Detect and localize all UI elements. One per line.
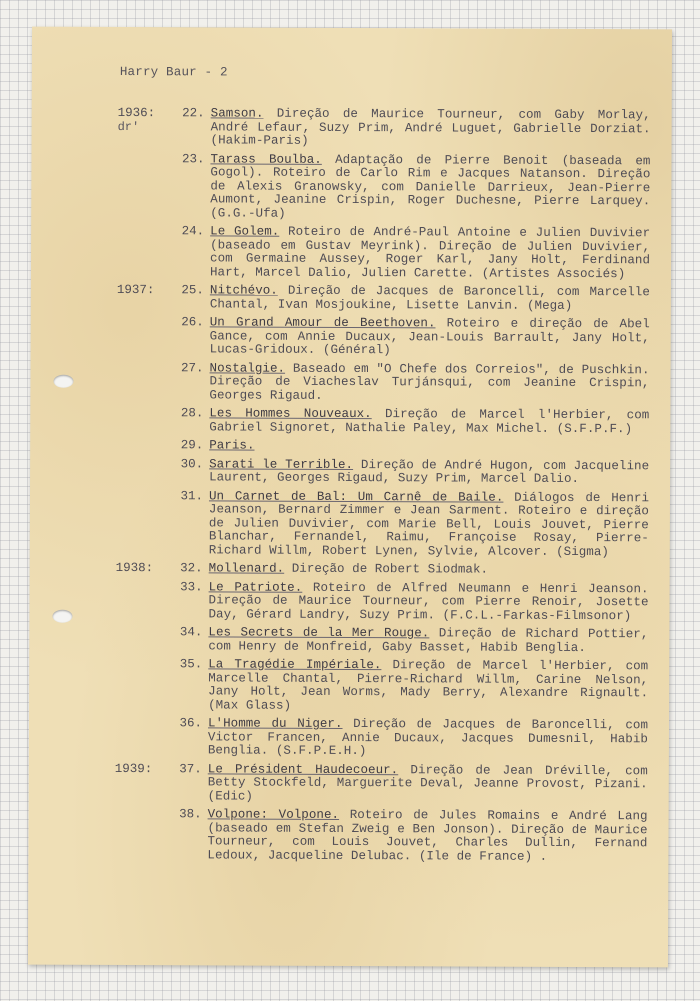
entry-32 (30, 562, 670, 578)
entry-text (209, 439, 649, 454)
entry-text (207, 808, 647, 864)
entry-number: 24. (181, 224, 205, 239)
entry-text (209, 490, 649, 559)
film-details: Roteiro e direção de Abel Gance, com Annie Ducaux, Jean-Louis Barrault, Jany Holt, Lucas-Gridoux. (Général) (209, 316, 650, 358)
page-header: Harry Baur - 2 (119, 64, 228, 80)
entry-text (211, 107, 651, 149)
entry-text (209, 407, 649, 436)
entry-text (209, 562, 649, 577)
entry-number: 38. (179, 807, 202, 822)
entry-35 (29, 658, 669, 715)
entry-number: 25. (181, 283, 204, 298)
entry-text (210, 153, 650, 222)
entry-number: 26. (181, 315, 204, 330)
entry-30 (30, 457, 670, 487)
entry-37 (29, 762, 669, 805)
entry-text (209, 362, 649, 404)
entry-year: 1937: (116, 282, 155, 298)
entry-text (208, 626, 648, 655)
entry-31 (30, 489, 670, 559)
entry-25 (31, 284, 671, 314)
entry-number: 35. (179, 657, 203, 672)
film-details: Adaptação de Pierre Benoit (baseada em Gogol). Roteiro de Carlo Rim e Jacques Natanson. Direção de Alexis Granowsky, com Danielle Darrieux, Jean-Pierre Aumont, Jeanine Crispin, Roger Duchesne, Pierre Larquey. (G.G.-Ufa) (210, 152, 651, 221)
film-details: Direção de Jacques de Baroncelli, com Marcelle Chantal, Ivan Mosjoukine, Lisette Lanvin. (Mega) (209, 283, 650, 313)
film-title: Paris. (209, 438, 255, 453)
film-details: Direção de Jacques de Baroncelli, com Victor Francen, Annie Ducaux, Jacques Dumesnil, Habib Benglia. (S.F.P.E.H.) (207, 716, 649, 759)
film-title: Un Carnet de Bal: Um Carnê de Baile. (208, 488, 504, 505)
entry-38 (28, 808, 668, 865)
entry-text (208, 717, 648, 759)
entry-number: 27. (181, 360, 204, 375)
film-title: La Tragédie Impériale. (208, 657, 382, 673)
entry-number: 31. (180, 488, 204, 503)
film-details: Baseado em "O Chefe dos Correios", de Puschkin. Direção de Viacheslav Turjánsqui, com Jeanine Crispin, Georges Rigaud. (209, 361, 650, 403)
film-details: Direção de Marcel l'Herbier, com Gabriel Signoret, Nathalie Paley, Max Michel. (S.F.P.F.) (209, 407, 650, 436)
entry-33 (29, 580, 669, 623)
entry-number: 28. (180, 406, 204, 421)
entry-text (208, 658, 648, 714)
entry-24 (31, 225, 671, 282)
entry-number: 30. (180, 456, 204, 471)
margin-note: dr' (117, 119, 140, 134)
film-details: Direção de Jean Dréville, com Betty Stockfeld, Marguerite Deval, Jeanne Provost, Pizani. (Edic) (207, 762, 648, 804)
entry-number: 29. (180, 438, 204, 453)
film-title: Tarass Boulba. (210, 151, 322, 167)
entry-number: 36. (179, 716, 203, 731)
entry-36 (29, 717, 669, 760)
entry-26 (31, 316, 671, 359)
entry-number: 37. (179, 761, 202, 776)
film-title: Le Golem. (210, 224, 280, 239)
entry-number: 23. (181, 151, 205, 166)
film-title: Un Grand Amour de Beethoven. (209, 315, 436, 331)
entry-number: 34. (179, 625, 203, 640)
entry-number: 33. (180, 579, 203, 594)
film-title: Le Patriote. (208, 579, 303, 595)
document-page (28, 27, 672, 968)
film-title: Mollenard. (208, 561, 285, 576)
entry-year: 1939: (114, 761, 153, 776)
film-title: Samson. (210, 106, 264, 121)
entry-number: 32. (180, 561, 203, 576)
entry-23 (31, 152, 671, 222)
film-title: Les Hommes Nouveaux. (209, 406, 372, 422)
entry-number: 22. (182, 106, 205, 121)
entry-text (210, 316, 650, 358)
film-details: Roteiro de Alfred Neumann e Henri Jeanson. Direção de Maurice Tourneur, com Pierre Renoir, Josette Day, Gérard Landry, Suzy Prim. (F.C.L.-Farkas-Filmsonor) (208, 580, 649, 623)
film-title: Le Président Haudecoeur. (207, 761, 399, 777)
entry-text (208, 581, 648, 623)
entry-22 (32, 107, 672, 150)
film-title: Sarati le Terrible. (209, 456, 354, 472)
entry-year: 1936: dr' (117, 105, 156, 134)
entry-34 (29, 626, 669, 656)
entry-text (210, 225, 650, 281)
entry-text (209, 458, 649, 487)
entry-27 (30, 361, 670, 404)
entry-29 (30, 439, 670, 455)
film-details: Direção de Marcel l'Herbier, com Marcelle Chantal, Pierre-Richard Willm, Carine Nelson, Jany Holt, Jean Worms, Mady Berry, Alexandre Rignault. (Max Glass) (208, 658, 649, 713)
entry-28 (30, 407, 670, 437)
entry-text (208, 763, 648, 805)
film-title: L'Homme du Niger. (207, 716, 343, 731)
film-title: Nitchévo. (209, 283, 278, 298)
film-details: Roteiro de André-Paul Antoine e Julien Duvivier (baseado em Gustav Meyrink). Direção de Julien Duvivier, com Germaine Aussey, Roger Karl, Jany Holt, Ferdinand Hart, Marcel Dalio, Julien Carette. (Artistes Associés) (209, 224, 651, 281)
film-details: Direção de Robert Siodmak. (284, 561, 489, 577)
filmography-list (28, 107, 671, 870)
film-details: Roteiro de Jules Romains e André Lang (baseado em Stefan Zweig e Ben Jonson). Direção de Maurice Tourneur, com Louis Jouvet, Charles Dullin, Fernand Ledoux, Jacqueline Delubac. (Ile de France) . (207, 807, 648, 864)
film-title: Volpone: Volpone. (207, 807, 340, 822)
film-title: Les Secrets de la Mer Rouge. (208, 625, 430, 641)
film-details: Direção de André Hugon, com Jacqueline Laurent, Georges Rigaud, Suzy Prim, Marcel Dalio. (209, 457, 650, 486)
film-details: Direção de Maurice Tourneur, com Gaby Morlay, André Lefaur, Suzy Prim, André Luguet, Gabrielle Dorziat. (Hakim-Paris) (210, 106, 651, 148)
film-title: Nostalgie. (209, 360, 286, 376)
entry-text (210, 284, 650, 313)
film-details: Diálogos de Henri Jeanson, Bernard Zimmer e Jean Sarment. Roteiro e direção de Julien Duvivier, com Marie Bell, Louis Jouvet, Pierre Blanchar, Fernandel, Raimu, Françoise Rosay, Pierre-Richard Willm, Robert Lynen, Sylvie, Alcover. (Sigma) (208, 490, 650, 559)
entry-year: 1938: (115, 560, 154, 576)
film-details: Direção de Richard Pottier, com Henry de Monfreid, Gaby Basset, Habib Benglia. (208, 626, 649, 655)
